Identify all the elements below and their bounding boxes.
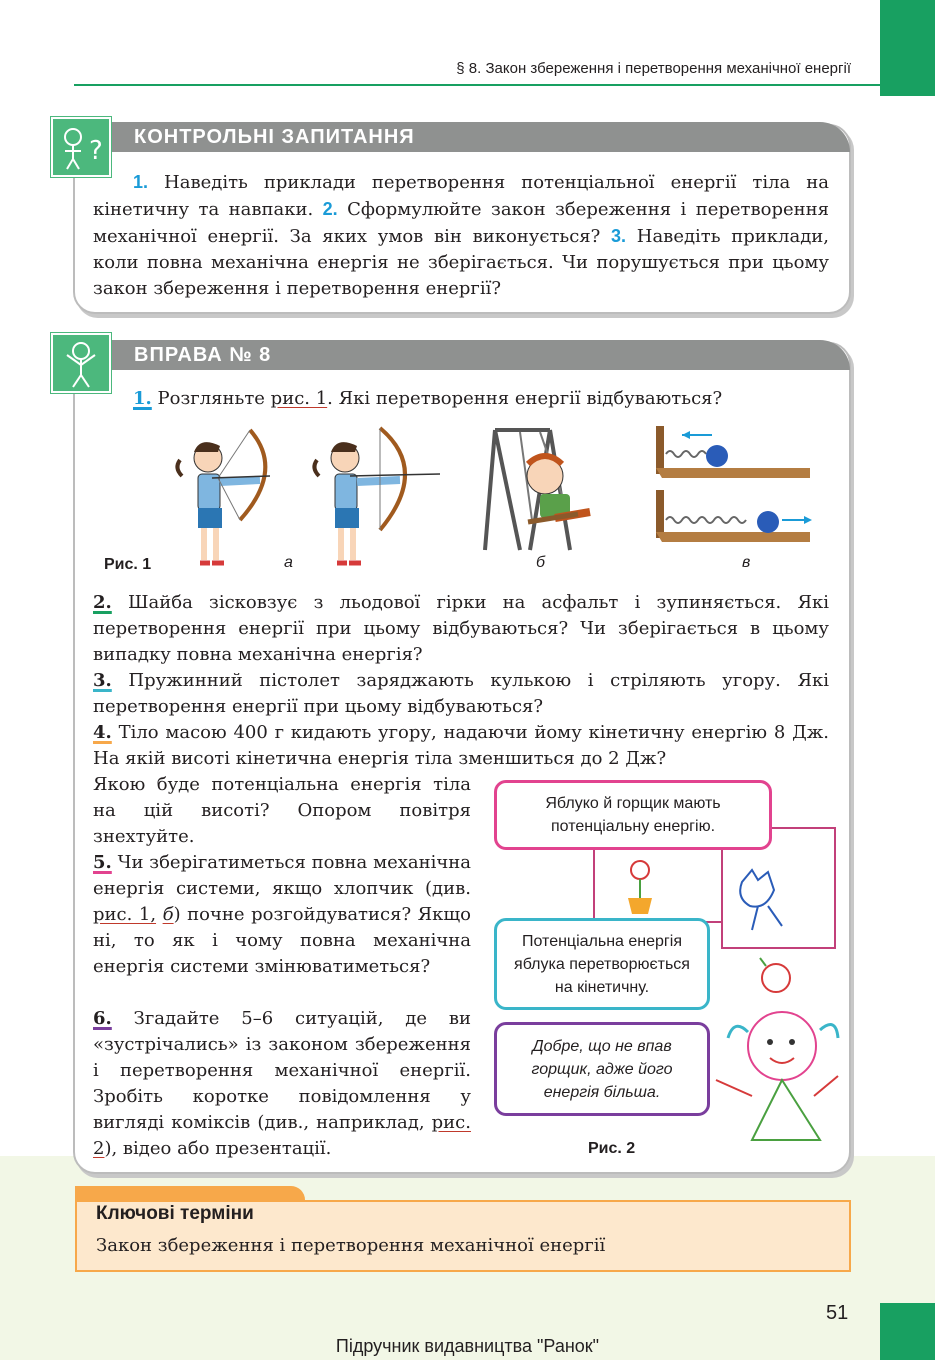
girl-archer-b-illustration <box>314 428 440 563</box>
key-terms-box <box>75 1200 851 1272</box>
boy-on-swing-illustration <box>485 430 590 550</box>
comic-bubble-1 <box>494 780 772 850</box>
task-6-fig-ref[interactable]: рис. 2 <box>93 1112 471 1159</box>
figure-2-label: Рис. 2 <box>588 1140 636 1157</box>
task-3-number: 3. <box>93 670 112 691</box>
task-6-text-b: ), відео або презентації. <box>104 1138 332 1159</box>
task-4 <box>93 720 829 772</box>
girl-archer-a-illustration <box>177 430 270 563</box>
comic-bubble-2 <box>494 918 710 1010</box>
comic-bubble-3-text: Добре, що не впав горщик, адже його енергія більша. <box>531 1038 673 1101</box>
task-2-text: Шайба зісковзує з льодової гірки на асфальт і зупиняється. Які перетворення енергії при цьому відбуваються? Чи зберігається в цьому випадку повна механічна енергія? <box>93 592 830 665</box>
figure-1-sub-b: б <box>536 554 545 571</box>
spring-ball-illustration <box>656 426 812 542</box>
comic-bubble-3 <box>494 1022 710 1116</box>
task-3 <box>93 668 829 720</box>
key-terms-text: Закон збереження і перетворення механічної енергії <box>96 1235 606 1256</box>
control-questions-text <box>93 169 829 302</box>
task-1 <box>133 386 833 412</box>
figure-1-label: Рис. 1 <box>104 556 152 573</box>
task-1-fig-ref[interactable]: рис. 1 <box>270 388 328 409</box>
task-5 <box>93 850 471 980</box>
publisher-footer: Підручник видавництва "Ранок" <box>335 1336 600 1356</box>
task-2-number: 2. <box>93 592 112 613</box>
task-3-text: Пружинний пістолет заряджають кулькою і стріляють угору. Які перетворення енергії при цьому відбуваються? <box>93 670 829 717</box>
question-figure-icon <box>51 117 111 177</box>
task-6-number: 6. <box>93 1008 112 1029</box>
task-4-text-b: Якою буде потенціальна енергія тіла на цій висоті? Опором повітря знехтуйте. <box>93 774 471 847</box>
task-2 <box>93 590 829 668</box>
svg-text:?: ? <box>89 136 103 166</box>
task-5-text-a: Чи зберігатиметься повна механічна енергія системи, якщо хлопчик (див. <box>93 852 471 899</box>
header-rule <box>74 84 880 86</box>
q1-text: Наведіть приклади перетворення потенціальної енергії тіла на кінетичну та навпаки. <box>93 172 829 220</box>
running-header: § 8. Закон збереження і перетворення механічної енергії <box>456 60 851 77</box>
task-1-text-a: Розгляньте <box>157 388 265 409</box>
green-corner-tab <box>880 0 935 96</box>
task-6-text-a: Згадайте 5–6 ситуацій, де ви «зустрічались» із законом збереження і перетворення механічної енергії. Зробіть коротке повідомлення у вигляді коміксів (див., наприклад, <box>93 1008 471 1133</box>
q2-number: 2. <box>322 199 338 219</box>
figure-1-sub-c: в <box>742 554 751 571</box>
task-1-number: 1. <box>133 388 152 409</box>
q3-number: 3. <box>611 226 627 246</box>
task-5-fig-ref[interactable]: рис. 1, <box>93 904 157 925</box>
q2-text: Сформулюйте закон збереження і перетворення механічної енергії. За яких умов він виконується? <box>93 199 829 247</box>
task-6 <box>93 1006 471 1162</box>
comic-bubble-1-text: Яблуко й горщик мають потенціальну енергію. <box>545 795 721 835</box>
exercise-figure-icon <box>51 333 111 393</box>
q1-number: 1. <box>133 172 149 192</box>
comic-bubble-2-text: Потенціальна енергія яблука перетворюється на кінетичну. <box>514 933 690 996</box>
task-5-text-b: ) почне розгойдуватися? Якщо ні, то як і чому повна механічна енергія системи змінюватиметься? <box>93 904 472 977</box>
task-4-continued <box>93 772 471 850</box>
control-questions-title: КОНТРОЛЬНІ ЗАПИТАННЯ <box>112 122 850 152</box>
figure-1-sub-a: а <box>284 554 293 571</box>
task-5-number: 5. <box>93 852 112 873</box>
page-number: 51 <box>826 1302 849 1324</box>
task-4-text-a: Тіло масою 400 г кидають угору, надаючи йому кінетичну енергію 8 Дж. На якій висоті кінетична енергія тіла зменшиться до 2 Дж? <box>93 722 829 769</box>
task-1-text-b: . Які перетворення енергії відбуваються? <box>327 388 723 409</box>
task-5-fig-ref-b[interactable]: б <box>162 904 174 925</box>
exercise-title: ВПРАВА № 8 <box>112 340 850 370</box>
task-4-number: 4. <box>93 722 112 743</box>
q3-text: Наведіть приклади, коли повна механічна енергія не зберігається. Чи порушується при цьому закон збереження і перетворення енергії? <box>93 226 829 299</box>
key-terms-title: Ключові терміни <box>96 1203 254 1224</box>
figure-1 <box>100 420 840 580</box>
